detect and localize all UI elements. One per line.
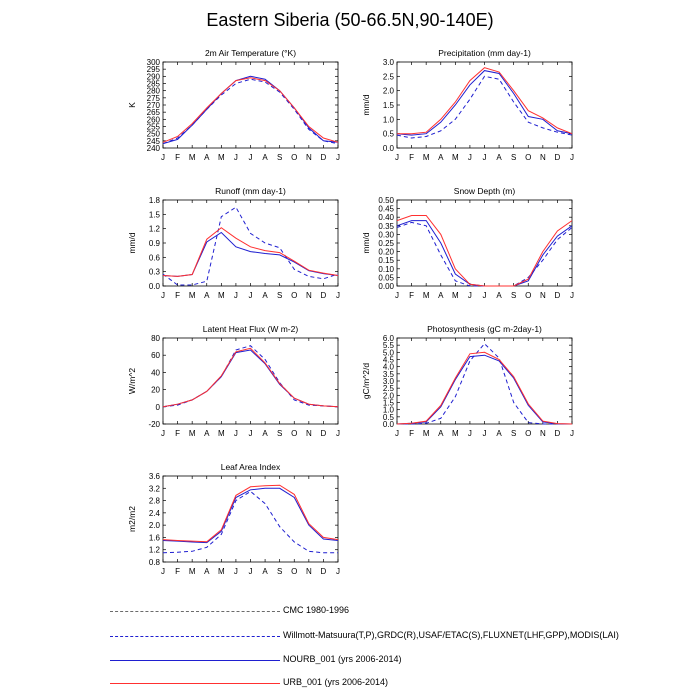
y-tick-label: 300 (146, 58, 160, 67)
x-tick-label: J (161, 153, 165, 162)
y-tick-label: 1.5 (382, 101, 394, 110)
series-line (163, 346, 338, 407)
chart-title: Precipitation (mm day-1) (438, 48, 531, 58)
y-axis-label: mm/d (127, 232, 137, 254)
x-tick-label: J (395, 153, 399, 162)
y-axis-label: mm/d (361, 232, 371, 254)
chart-title: 2m Air Temperature (°K) (204, 48, 297, 58)
x-tick-label: J (161, 567, 165, 576)
y-tick-label: 0.8 (148, 558, 160, 567)
chart-panel (361, 48, 574, 162)
series-line (163, 76, 338, 143)
y-tick-label: 4.0 (382, 362, 394, 372)
x-tick-label: J (467, 429, 472, 438)
x-tick-label: J (467, 153, 472, 162)
y-tick-label: 0.3 (148, 267, 160, 277)
y-tick-label: 2.4 (148, 508, 160, 518)
x-tick-label: M (217, 291, 225, 300)
x-tick-label: A (438, 291, 444, 300)
y-axis-label: W/m^2 (127, 367, 137, 395)
x-tick-label: A (204, 567, 210, 576)
y-tick-label: 2.0 (148, 521, 160, 531)
chart-panel (127, 324, 340, 438)
series-line (163, 491, 338, 552)
x-tick-label: A (262, 429, 268, 438)
x-tick-label: F (175, 153, 181, 162)
series-line (397, 68, 572, 134)
x-tick-label: J (233, 153, 238, 162)
y-tick-label: 2.0 (382, 391, 394, 401)
x-tick-label: J (570, 429, 574, 438)
y-tick-label: 1.5 (148, 210, 160, 220)
x-tick-label: S (510, 291, 517, 300)
y-tick-label: 2.5 (382, 384, 394, 394)
x-tick-label: J (482, 153, 487, 162)
x-tick-label: S (276, 567, 283, 576)
y-tick-label: 2.0 (382, 86, 394, 96)
y-tick-label: 0.05 (378, 273, 394, 283)
series-line (163, 207, 338, 285)
y-tick-label: 4.5 (382, 355, 394, 365)
series-line (163, 485, 338, 542)
y-tick-label: 3.0 (382, 377, 394, 386)
y-axis-label: m2/m2 (127, 506, 137, 532)
y-tick-label: 0.30 (378, 230, 394, 240)
x-tick-label: S (510, 153, 517, 162)
y-tick-label: 0.50 (378, 196, 394, 205)
y-axis-label: K (127, 102, 137, 108)
y-tick-label: 0.45 (378, 204, 394, 214)
y-tick-label: 0.6 (148, 253, 160, 263)
series-line (397, 344, 572, 424)
x-tick-label: M (217, 153, 225, 162)
x-tick-label: A (262, 567, 268, 576)
y-tick-label: 20 (151, 385, 160, 395)
x-tick-label: J (161, 291, 165, 300)
x-tick-label: N (305, 153, 312, 162)
page-title: Eastern Siberia (50-66.5N,90-140E) (206, 10, 494, 30)
y-axis-label: gC/m^2/d (361, 362, 371, 400)
series-line (397, 221, 572, 286)
y-tick-label: 60 (151, 351, 160, 361)
x-tick-label: J (161, 429, 165, 438)
legend-line-cmc (110, 611, 280, 612)
y-tick-label: 0.0 (382, 420, 394, 429)
y-tick-label: 245 (146, 136, 160, 146)
y-tick-label: 1.8 (148, 196, 160, 205)
y-tick-label: 285 (146, 79, 160, 89)
y-tick-label: 5.5 (382, 341, 394, 351)
x-tick-label: F (409, 291, 415, 300)
y-axis-label: mm/d (361, 94, 371, 116)
x-tick-label: J (336, 429, 340, 438)
chart-title: Runoff (mm day-1) (215, 186, 286, 196)
series-line (397, 222, 572, 286)
x-tick-label: M (422, 429, 430, 438)
x-tick-label: N (305, 567, 312, 576)
x-tick-label: A (204, 429, 210, 438)
legend-label-observations: Willmott-Matsuura(T,P),GRDC(R),USAF/ETAC(S),FLUXNET(LHF,GPP),MODIS(LAI) (283, 630, 619, 640)
plot-frame (397, 62, 572, 148)
y-tick-label: 0 (155, 402, 160, 412)
x-tick-label: J (482, 429, 487, 438)
x-tick-label: O (525, 291, 532, 300)
y-tick-label: 0.15 (378, 256, 394, 266)
y-tick-label: 0.25 (378, 239, 394, 248)
y-tick-label: 290 (146, 72, 160, 82)
x-tick-label: J (336, 291, 340, 300)
plot-frame (163, 200, 338, 286)
series-line (163, 350, 338, 407)
chart-title: Snow Depth (m) (453, 186, 516, 196)
y-tick-label: 0.00 (378, 282, 394, 291)
x-tick-label: M (188, 429, 196, 438)
x-tick-label: M (217, 567, 225, 576)
y-tick-label: 0.0 (382, 144, 394, 153)
chart-title: Photosynthesis (gC m-2day-1) (427, 324, 542, 334)
y-tick-label: 5.0 (382, 348, 394, 358)
x-tick-label: M (422, 291, 430, 300)
x-tick-label: J (570, 291, 574, 300)
y-tick-label: 0.40 (378, 213, 394, 223)
y-tick-label: 0.5 (382, 412, 394, 422)
y-tick-label: 265 (146, 108, 160, 118)
y-tick-label: 0.10 (378, 264, 394, 274)
y-tick-label: 275 (146, 93, 160, 103)
y-tick-label: 3.0 (382, 58, 394, 67)
legend-line-nourb (110, 660, 280, 661)
series-line (163, 78, 338, 143)
x-tick-label: M (451, 153, 459, 162)
y-tick-label: 2.8 (148, 496, 160, 506)
x-tick-label: J (482, 291, 487, 300)
x-tick-label: N (305, 429, 312, 438)
x-tick-label: M (188, 567, 196, 576)
x-tick-label: N (539, 291, 546, 300)
y-tick-label: 3.2 (148, 484, 160, 494)
x-tick-label: J (248, 567, 253, 576)
y-tick-label: 295 (146, 65, 160, 75)
plot-frame (397, 200, 572, 286)
y-tick-label: -20 (148, 420, 160, 429)
x-tick-label: O (525, 429, 532, 438)
chart-panel (361, 186, 574, 300)
y-tick-label: 0.0 (148, 282, 160, 291)
y-tick-label: 260 (146, 115, 160, 125)
x-tick-label: A (496, 429, 502, 438)
x-tick-label: M (422, 153, 430, 162)
y-tick-label: 3.6 (148, 472, 160, 481)
x-tick-label: F (175, 567, 181, 576)
legend-line-urb (110, 683, 280, 684)
x-tick-label: A (438, 153, 444, 162)
y-tick-label: 0.35 (378, 221, 394, 231)
y-tick-label: 0.20 (378, 247, 394, 257)
x-tick-label: M (188, 291, 196, 300)
x-tick-label: O (525, 153, 532, 162)
x-tick-label: J (395, 429, 399, 438)
x-tick-label: J (233, 291, 238, 300)
x-tick-label: O (291, 567, 298, 576)
x-tick-label: N (539, 429, 546, 438)
x-tick-label: M (188, 153, 196, 162)
y-tick-label: 3.5 (382, 369, 394, 379)
legend-label-cmc: CMC 1980-1996 (283, 605, 350, 615)
x-tick-label: J (395, 291, 399, 300)
y-tick-label: 1.5 (382, 398, 394, 408)
x-tick-label: J (570, 153, 574, 162)
y-tick-label: 40 (151, 368, 160, 378)
series-line (397, 352, 572, 424)
x-tick-label: F (409, 429, 415, 438)
legend-label-nourb: NOURB_001 (yrs 2006-2014) (283, 654, 402, 664)
x-tick-label: F (175, 429, 181, 438)
x-tick-label: D (320, 429, 327, 438)
x-tick-label: S (276, 153, 283, 162)
x-tick-label: S (276, 291, 283, 300)
x-tick-label: A (262, 153, 268, 162)
x-tick-label: M (451, 291, 459, 300)
y-tick-label: 1.0 (382, 405, 394, 415)
y-tick-label: 270 (146, 101, 160, 110)
legend-label-urb: URB_001 (yrs 2006-2014) (283, 677, 389, 687)
x-tick-label: N (539, 153, 546, 162)
x-tick-label: S (276, 429, 283, 438)
x-tick-label: A (496, 153, 502, 162)
series-line (163, 348, 338, 407)
x-tick-label: D (554, 153, 561, 162)
plot-frame (163, 62, 338, 148)
y-tick-label: 80 (151, 334, 160, 343)
plot-frame (163, 476, 338, 562)
chart-panel (127, 462, 340, 576)
x-tick-label: A (262, 291, 268, 300)
series-line (397, 355, 572, 424)
series-line (163, 233, 338, 277)
y-tick-label: 1.2 (148, 545, 160, 555)
legend-line-observations (110, 636, 280, 637)
x-tick-label: J (248, 429, 253, 438)
x-tick-label: N (305, 291, 312, 300)
series-line (397, 76, 572, 138)
chart-title: Leaf Area Index (220, 462, 281, 472)
y-tick-label: 240 (146, 144, 160, 153)
y-tick-label: 255 (146, 122, 160, 132)
plot-frame (163, 338, 338, 424)
x-tick-label: O (291, 429, 298, 438)
y-tick-label: 1.0 (382, 115, 394, 125)
x-tick-label: F (175, 291, 181, 300)
x-tick-label: S (510, 429, 517, 438)
x-tick-label: F (409, 153, 415, 162)
x-tick-label: A (496, 291, 502, 300)
series-line (397, 71, 572, 136)
x-tick-label: O (291, 291, 298, 300)
plot-frame (397, 338, 572, 424)
x-tick-label: J (248, 153, 253, 162)
y-tick-label: 250 (146, 129, 160, 139)
y-tick-label: 0.9 (148, 239, 160, 248)
y-tick-label: 0.5 (382, 129, 394, 139)
y-tick-label: 280 (146, 86, 160, 96)
chart-title: Latent Heat Flux (W m-2) (202, 324, 299, 334)
x-tick-label: D (320, 567, 327, 576)
series-line (163, 488, 338, 542)
x-tick-label: M (451, 429, 459, 438)
chart-panel (127, 48, 340, 162)
x-tick-label: J (233, 429, 238, 438)
y-tick-label: 2.5 (382, 72, 394, 82)
x-tick-label: D (320, 153, 327, 162)
y-tick-label: 1.6 (148, 533, 160, 543)
x-tick-label: J (248, 291, 253, 300)
x-tick-label: J (336, 567, 340, 576)
x-tick-label: D (554, 291, 561, 300)
x-tick-label: J (233, 567, 238, 576)
y-tick-label: 1.2 (148, 224, 160, 234)
x-tick-label: M (217, 429, 225, 438)
x-tick-label: A (438, 429, 444, 438)
x-tick-label: O (291, 153, 298, 162)
x-tick-label: J (467, 291, 472, 300)
y-tick-label: 6.0 (382, 334, 394, 343)
x-tick-label: D (554, 429, 561, 438)
x-tick-label: J (336, 153, 340, 162)
series-line (163, 79, 338, 144)
chart-panel (127, 186, 340, 300)
x-tick-label: D (320, 291, 327, 300)
x-tick-label: A (204, 153, 210, 162)
chart-panel (361, 324, 574, 438)
x-tick-label: A (204, 291, 210, 300)
